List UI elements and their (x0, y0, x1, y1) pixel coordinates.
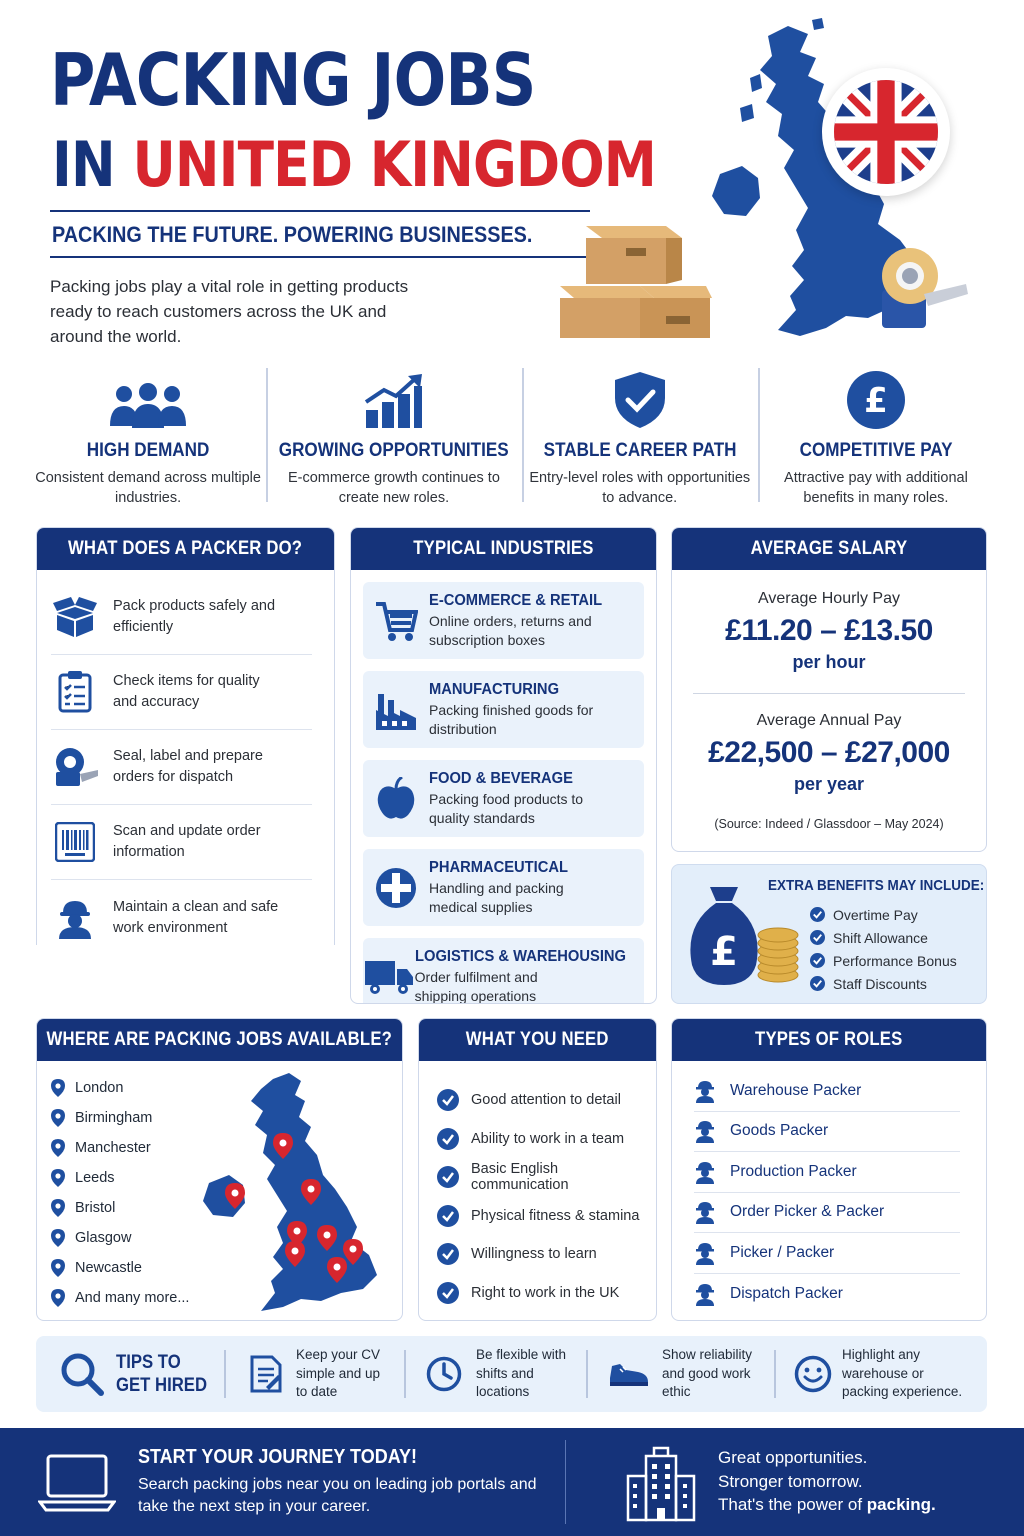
list-item (810, 972, 957, 995)
role-name: Goods Packer (730, 1122, 829, 1140)
salary-divider (693, 693, 965, 694)
industry-card (363, 849, 644, 926)
list-item (694, 1112, 960, 1153)
tagline-divider-top (50, 210, 590, 212)
tagline: PACKING THE FUTURE. POWERING BUSINESSES. (52, 222, 533, 247)
location-name: And many more... (75, 1290, 190, 1306)
duty-text: Scan and update order information (113, 823, 261, 860)
feature-high-demand (30, 368, 266, 506)
location-name: Leeds (75, 1170, 115, 1186)
list-item (51, 1253, 189, 1283)
list-item (51, 1163, 189, 1193)
feature-competitive-pay (758, 368, 994, 506)
feature-desc: Consistent demand across multiple industries. (35, 470, 261, 506)
duty-text: Pack products safely and efficiently (113, 598, 276, 635)
union-jack-icon (834, 80, 938, 184)
worker-icon (694, 1079, 716, 1103)
tips-heading (36, 1348, 224, 1400)
role-name: Production Packer (730, 1162, 857, 1180)
requirement-text: Ability to work in a team (471, 1130, 625, 1147)
industry-name: E-COMMERCE & RETAIL (429, 591, 603, 609)
magnifier-icon (60, 1352, 104, 1396)
tape-dispenser-illustration (878, 244, 970, 336)
slogan-line2: Stronger tomorrow. (718, 1471, 863, 1491)
salary-panel (671, 527, 987, 852)
cardboard-boxes-illustration (556, 220, 716, 340)
panel-title: AVERAGE SALARY (750, 538, 908, 559)
location-name: Manchester (75, 1140, 151, 1156)
annual-pay-label: Average Annual Pay (756, 712, 902, 729)
benefit-text: Performance Bonus (833, 952, 957, 969)
check-circle-icon (437, 1243, 459, 1265)
duty-text: Check items for quality and accuracy (113, 673, 260, 710)
cv-document-icon (250, 1355, 282, 1393)
open-box-icon (53, 597, 97, 637)
tips-bar (36, 1336, 987, 1412)
hourly-pay-value: £11.20 – £13.50 (725, 614, 933, 647)
feature-growing-opportunities (266, 368, 521, 506)
map-pin-icon (51, 1139, 65, 1157)
list-item (51, 1283, 189, 1313)
panel-header (351, 528, 656, 570)
industry-desc: Online orders, returns and subscription boxes (429, 612, 592, 648)
panel-title: WHAT DOES A PACKER DO? (68, 538, 303, 559)
list-item (694, 1071, 960, 1112)
title-country: UNITED KINGDOM (132, 128, 656, 201)
industry-card (363, 938, 644, 1004)
tip-item (774, 1348, 986, 1400)
slogan-line3-text: That's the power of (718, 1495, 867, 1514)
list-item (437, 1274, 656, 1313)
benefit-text: Overtime Pay (833, 906, 918, 923)
industry-name: FOOD & BEVERAGE (429, 769, 573, 787)
list-item (810, 926, 957, 949)
footer-slogan (718, 1446, 936, 1517)
footer-title: START YOUR JOURNEY TODAY! (138, 1446, 418, 1468)
benefit-text: Shift Allowance (833, 929, 928, 946)
hourly-pay-label: Average Hourly Pay (758, 590, 900, 607)
tagline-divider-bottom (50, 256, 590, 258)
panel-title: TYPES OF ROLES (755, 1029, 903, 1050)
map-pin-icon (51, 1259, 65, 1277)
panel-title: TYPICAL INDUSTRIES (413, 538, 594, 559)
benefits-panel (671, 864, 987, 1004)
annual-pay-unit: per year (793, 774, 865, 794)
packer-duties-list (37, 570, 334, 945)
industry-desc: Order fulfilment and shipping operations (414, 968, 538, 1004)
duty-text: Seal, label and prepare orders for dispatch (113, 748, 263, 785)
shopping-cart-icon (374, 600, 418, 642)
locations-panel (36, 1018, 403, 1321)
tip-text: Show reliability and good work ethic (662, 1347, 753, 1400)
tip-text: Keep your CV simple and up to date (296, 1347, 381, 1400)
slogan-line3 (718, 1493, 936, 1517)
panel-header (419, 1019, 656, 1061)
people-group-icon (108, 382, 188, 430)
slogan-emphasis: packing. (866, 1495, 936, 1514)
svg-text:£: £ (710, 929, 738, 975)
industry-desc: Packing finished goods for distribution (429, 701, 594, 737)
hourly-pay-unit: per hour (792, 652, 866, 672)
check-circle-icon (437, 1282, 459, 1304)
requirement-text: Good attention to detail (471, 1092, 621, 1109)
map-pin-icon (51, 1199, 65, 1217)
feature-title: GROWING OPPORTUNITIES (278, 440, 509, 461)
salary-source: (Source: Indeed / Glassdoor – May 2024) (714, 817, 944, 831)
role-name: Picker / Packer (730, 1243, 835, 1261)
check-circle-icon (437, 1166, 459, 1188)
tip-text: Highlight any warehouse or packing experience. (842, 1347, 963, 1400)
panel-title: WHERE ARE PACKING JOBS AVAILABLE? (46, 1029, 393, 1050)
requirement-text: Willingness to learn (471, 1246, 597, 1263)
page-title-line1: PACKING JOBS (50, 38, 536, 122)
list-item (810, 903, 957, 926)
list-item (51, 655, 312, 730)
benefits-list (810, 903, 957, 995)
list-item (694, 1152, 960, 1193)
industry-name: PHARMACEUTICAL (429, 858, 569, 876)
svg-text:£: £ (864, 381, 888, 421)
map-pin-icon (51, 1289, 65, 1307)
feature-title: STABLE CAREER PATH (543, 440, 737, 461)
feature-strip (30, 368, 994, 506)
feature-desc: E-commerce growth continues to create new roles. (287, 470, 500, 506)
check-circle-icon (437, 1128, 459, 1150)
worker-icon (694, 1119, 716, 1143)
laptop-icon (38, 1452, 116, 1514)
worker-icon (694, 1200, 716, 1224)
money-bag-icon (686, 879, 802, 991)
map-pin-icon (51, 1109, 65, 1127)
footer-divider (565, 1440, 566, 1524)
industries-panel (350, 527, 657, 1004)
panel-header (672, 1019, 986, 1061)
footer-banner (0, 1428, 1024, 1536)
intro-text: Packing jobs play a vital role in getting products ready to reach customers across the UK and around the world. (50, 277, 409, 346)
worker-icon (694, 1282, 716, 1306)
check-circle-icon (810, 907, 825, 922)
delivery-truck-icon (365, 959, 413, 995)
location-name: Glasgow (75, 1230, 132, 1246)
tip-item (404, 1348, 586, 1400)
requirement-text: Right to work in the UK (471, 1284, 620, 1301)
map-pin-icon (51, 1229, 65, 1247)
shield-check-icon (613, 370, 667, 430)
list-item (51, 1223, 189, 1253)
pound-coin-icon (846, 370, 906, 430)
clipboard-checklist-icon (58, 671, 92, 713)
list-item (51, 805, 312, 880)
tape-dispenser-icon (52, 746, 98, 788)
panel-title: WHAT YOU NEED (466, 1029, 609, 1050)
list-item (810, 949, 957, 972)
list-item (437, 1235, 656, 1274)
list-item (51, 1193, 189, 1223)
tip-item (224, 1348, 404, 1400)
industry-name: MANUFACTURING (429, 680, 560, 698)
uk-flag-badge (822, 68, 950, 196)
list-item (694, 1193, 960, 1234)
growth-chart-icon (364, 374, 424, 430)
apple-icon (376, 777, 416, 821)
clock-icon (426, 1356, 462, 1392)
industry-card (363, 582, 644, 659)
roles-list (672, 1061, 986, 1314)
hero-section (0, 0, 1024, 360)
list-item (437, 1081, 656, 1120)
map-pin-icon (51, 1079, 65, 1097)
list-item (437, 1120, 656, 1159)
factory-icon (374, 690, 418, 730)
worker-icon (694, 1241, 716, 1265)
check-circle-icon (810, 953, 825, 968)
requirements-list (419, 1061, 656, 1312)
list-item (51, 1103, 189, 1133)
role-name: Dispatch Packer (730, 1284, 843, 1302)
requirement-text: Basic English communication (471, 1161, 569, 1194)
location-name: Newcastle (75, 1260, 142, 1276)
page-title-line2 (52, 128, 656, 201)
packer-duties-panel (36, 527, 335, 945)
benefits-title: EXTRA BENEFITS MAY INCLUDE: (768, 877, 985, 894)
benefit-text: Staff Discounts (833, 975, 927, 992)
list-item (51, 880, 312, 945)
location-name: Birmingham (75, 1110, 153, 1126)
industry-desc: Handling and packing medical supplies (429, 879, 564, 915)
title-prefix: IN (52, 128, 133, 201)
location-name: Bristol (75, 1200, 116, 1216)
check-circle-icon (810, 976, 825, 991)
footer-text: Search packing jobs near you on leading job portals and take the next step in your career. (138, 1476, 537, 1515)
worker-helmet-icon (55, 897, 95, 939)
duty-text: Maintain a clean and safe work environment (113, 898, 279, 936)
office-building-icon (624, 1446, 698, 1522)
roles-panel (671, 1018, 987, 1321)
role-name: Warehouse Packer (730, 1081, 862, 1099)
tip-text: Be flexible with shifts and locations (476, 1347, 567, 1400)
tip-item (586, 1348, 774, 1400)
list-item (51, 580, 312, 655)
map-pin-icon (51, 1169, 65, 1187)
list-item (437, 1197, 656, 1236)
check-circle-icon (437, 1205, 459, 1227)
worker-icon (694, 1160, 716, 1184)
requirements-panel (418, 1018, 657, 1321)
check-circle-icon (810, 930, 825, 945)
smiley-icon (794, 1355, 832, 1393)
list-item (437, 1158, 656, 1197)
industry-card (363, 671, 644, 748)
panel-header (37, 1019, 402, 1061)
medical-cross-icon (375, 867, 417, 909)
list-item (51, 1073, 189, 1103)
role-name: Order Picker & Packer (730, 1203, 885, 1221)
location-name: London (75, 1080, 124, 1096)
industry-desc: Packing food products to quality standards (429, 790, 584, 826)
list-item (694, 1233, 960, 1274)
uk-jobs-map (201, 1071, 381, 1313)
sneaker-icon (608, 1360, 650, 1388)
industry-card (363, 760, 644, 837)
list-item (694, 1274, 960, 1315)
feature-desc: Entry-level roles with opportunities to advance. (529, 470, 751, 506)
feature-stable-career (522, 368, 758, 506)
requirement-text: Physical fitness & stamina (471, 1207, 640, 1224)
locations-list (51, 1073, 189, 1313)
slogan-line1: Great opportunities. (718, 1448, 868, 1467)
feature-title: HIGH DEMAND (86, 440, 210, 461)
feature-desc: Attractive pay with additional benefits in many roles. (784, 470, 968, 506)
annual-pay-value: £22,500 – £27,000 (708, 736, 950, 769)
tips-title-line1: TIPS TO (116, 1352, 181, 1373)
industry-name: LOGISTICS & WAREHOUSING (414, 947, 626, 965)
check-circle-icon (437, 1089, 459, 1111)
list-item (51, 1133, 189, 1163)
feature-title: COMPETITIVE PAY (799, 440, 953, 461)
list-item (51, 730, 312, 805)
panel-header (672, 528, 986, 570)
barcode-scanner-icon (55, 822, 95, 862)
tips-title-line2: GET HIRED (116, 1375, 208, 1396)
panel-header (37, 528, 334, 570)
